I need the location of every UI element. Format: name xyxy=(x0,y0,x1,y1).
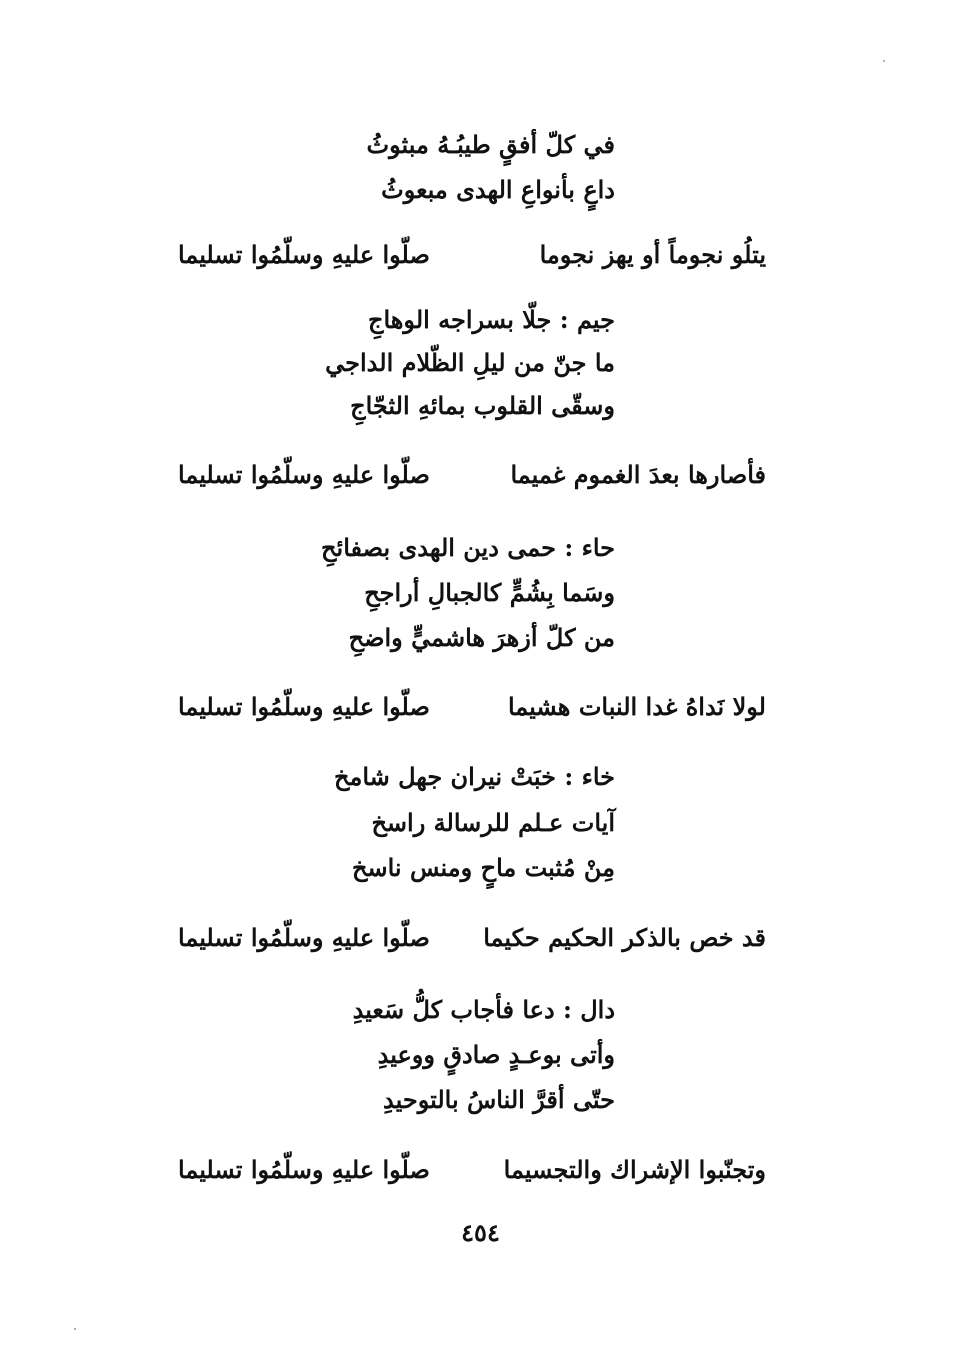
refrain-3-first-hemistich: لولا نَداهُ غدا النبات هشيما xyxy=(507,692,766,721)
refrain-1-first-hemistich: يتلُو نجوماً أو يهز نجوما xyxy=(539,240,766,269)
stanza-1-line-2: داعٍ بأنواعِ الهدى مبعوثُ xyxy=(381,175,615,204)
refrain-1-second-hemistich: صلّوا عليهِ وسلّمُوا تسليما xyxy=(178,240,430,269)
stanza-3-line-3: من كلّ أزهرَ هاشميٍّ واضحِ xyxy=(348,623,615,652)
stanza-5-line-2: وأتى بوعـدٍ صادقٍ ووعيدِ xyxy=(377,1040,615,1069)
stanza-4-line-2: آيات عـلم للرسالة راسخ xyxy=(371,808,615,837)
scan-speck xyxy=(883,60,885,62)
stanza-3-line-2: وسَما بِشُمٍّ كالجبالِ أراجحِ xyxy=(364,578,615,607)
refrain-5-first-hemistich: وتجنّبوا الإشراك والتجسيما xyxy=(503,1155,766,1184)
stanza-4-line-3: مِنْ مُثبت ماحٍ ومنس ناسخ xyxy=(352,853,615,882)
stanza-5-line-1: دال : دعا فأجاب كلُّ سَعيدِ xyxy=(352,995,615,1024)
refrain-2-second-hemistich: صلّوا عليهِ وسلّمُوا تسليما xyxy=(178,460,430,489)
refrain-4-first-hemistich: قد خص بالذكر الحكيم حكيما xyxy=(483,923,766,952)
scan-speck xyxy=(74,1328,76,1330)
refrain-5-second-hemistich: صلّوا عليهِ وسلّمُوا تسليما xyxy=(178,1155,430,1184)
stanza-2-line-2: ما جنّ من ليلِ الظّلام الداجي xyxy=(325,348,615,377)
refrain-3 xyxy=(178,692,766,722)
refrain-2-first-hemistich: فأصارها بعدَ الغموم غميما xyxy=(510,460,766,489)
refrain-4 xyxy=(178,923,766,953)
stanza-4-line-1: خاء : خبَتْ نيران جهل شامخ xyxy=(333,762,615,791)
stanza-2-line-3: وسقّى القلوب بمائهِ الثجّاجِ xyxy=(350,391,615,420)
stanza-5-line-3: حتّى أقرَّ الناسُ بالتوحيدِ xyxy=(383,1085,615,1114)
refrain-5 xyxy=(178,1155,766,1185)
page-number: ٤٥٤ xyxy=(461,1218,500,1247)
stanza-2-line-1: جيم : جلّا بسراجه الوهاجِ xyxy=(367,305,615,334)
stanza-1-line-1: في كلّ أفقٍ طيبُـهُ مبثوثُ xyxy=(366,130,615,159)
stanza-3-line-1: حاء : حمى دين الهدى بصفائحِ xyxy=(321,533,615,562)
refrain-4-second-hemistich: صلّوا عليهِ وسلّمُوا تسليما xyxy=(178,923,430,952)
refrain-2 xyxy=(178,460,766,490)
refrain-3-second-hemistich: صلّوا عليهِ وسلّمُوا تسليما xyxy=(178,692,430,721)
refrain-1 xyxy=(178,240,766,270)
